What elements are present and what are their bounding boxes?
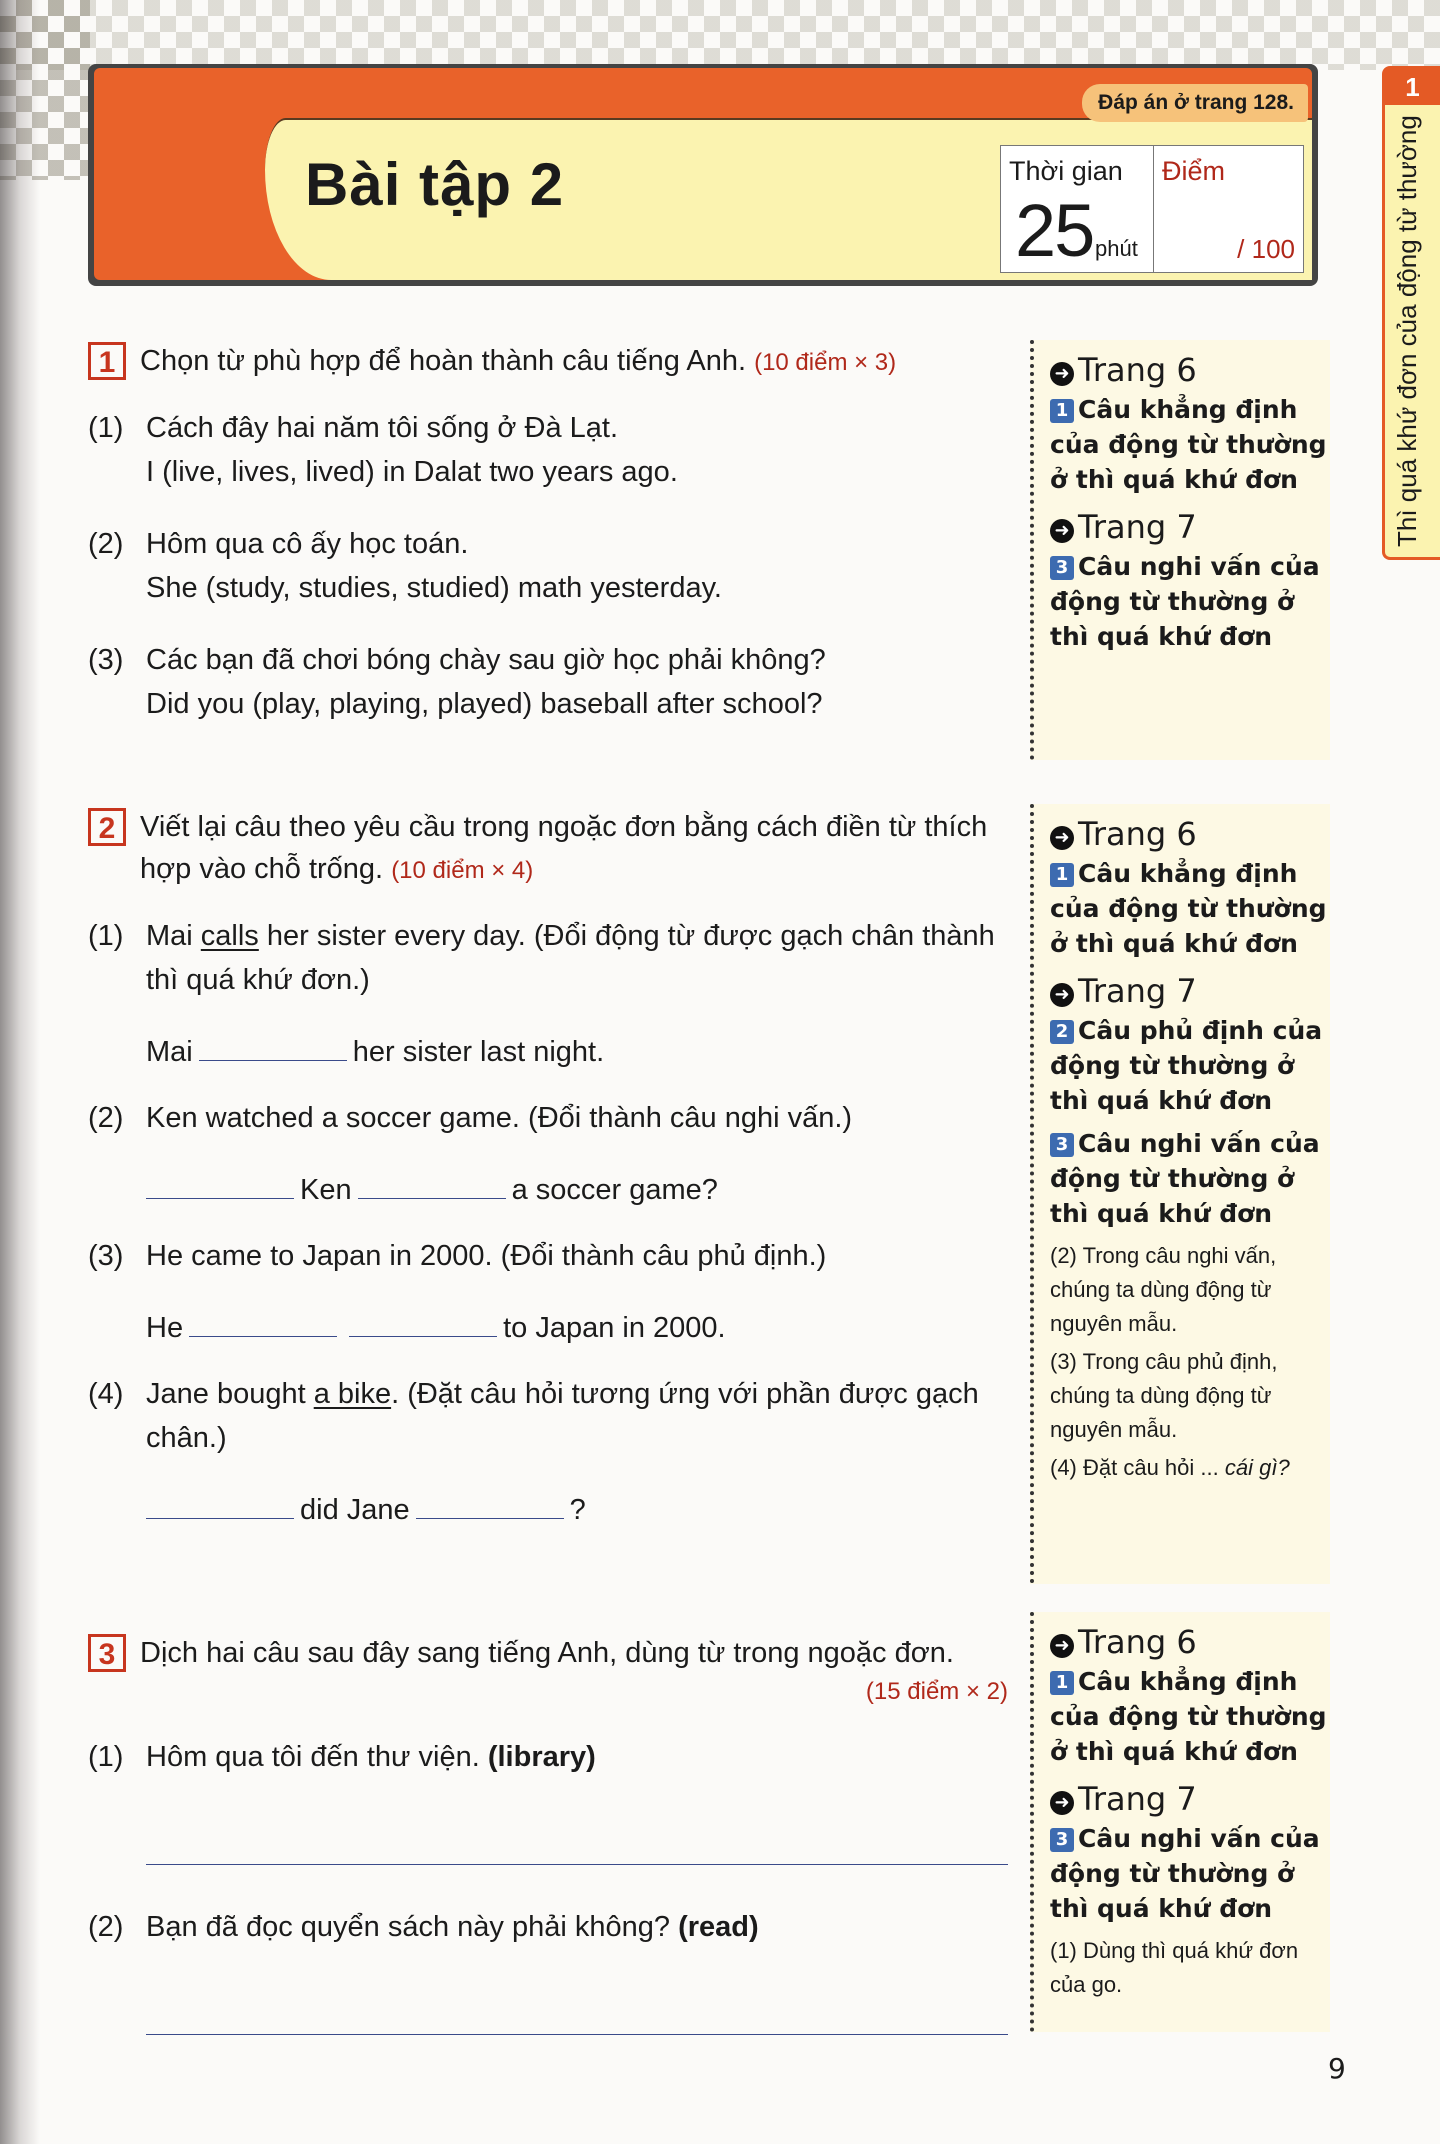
blank-input[interactable] [199, 1034, 347, 1061]
arrow-right-icon: ➜ [1050, 826, 1074, 850]
page-title: Bài tập 2 [305, 151, 565, 218]
question-vietnamese: Cách đây hai năm tôi sống ở Đà Lạt. [146, 412, 619, 444]
question-english-choices[interactable]: Did you (play, playing, played) baseball after school? [146, 688, 823, 720]
answer-writing-line[interactable] [146, 1863, 1008, 1865]
exercise-section-1 [88, 340, 1008, 726]
question-number: (3) [88, 644, 124, 676]
arrow-right-icon: ➜ [1050, 983, 1074, 1007]
arrow-right-icon: ➜ [1050, 362, 1074, 386]
hint-panel-1 [1030, 340, 1330, 760]
book-binding-shadow [0, 0, 40, 2144]
page-reference-link[interactable]: ➜ Trang 6 [1050, 1620, 1330, 1664]
question-vietnamese: Các bạn đã chơi bóng chày sau giờ học phải không? [146, 644, 826, 676]
blank-input[interactable] [349, 1310, 497, 1337]
chapter-number: 1 [1385, 69, 1440, 105]
time-label: Thời gian [1009, 156, 1123, 186]
answer-line: did Jane ? [146, 1488, 1008, 1532]
score-label: Điểm [1162, 156, 1226, 186]
hint-topic: 3 Câu nghi vấn của động từ thường ở thì quá khứ đơn [1050, 552, 1320, 651]
question-item [88, 638, 1008, 726]
score-total: / 100 [1237, 234, 1295, 264]
hint-note: (4) Đặt câu hỏi ... cái gì? [1050, 1455, 1290, 1480]
page-reference-link[interactable]: ➜ Trang 6 [1050, 812, 1330, 856]
question-english-choices[interactable]: I (live, lives, lived) in Dalat two years ago. [146, 456, 678, 488]
answer-line: Mai her sister last night. [146, 1036, 605, 1068]
question-number: (2) [88, 1911, 124, 1943]
topic-badge: 1 [1050, 1671, 1074, 1695]
blank-input[interactable] [416, 1492, 564, 1519]
hint-panel-2 [1030, 804, 1330, 1584]
time-cell [1001, 146, 1154, 272]
section-instruction: Dịch hai câu sau đây sang tiếng Anh, dùng từ trong ngoặc đơn. [140, 1637, 954, 1669]
hint-topic: 2 Câu phủ định của động từ thường ở thì quá khứ đơn [1050, 1016, 1323, 1115]
question-number: (1) [88, 920, 124, 952]
answer-writing-line[interactable] [146, 2033, 1008, 2035]
question-item [88, 1372, 1008, 1460]
page-reference-link[interactable]: ➜ Trang 7 [1050, 505, 1330, 549]
question-english-choices[interactable]: She (study, studies, studied) math yesterday. [146, 572, 722, 604]
section-points: (10 điểm × 3) [754, 349, 897, 376]
question-number: (2) [88, 528, 124, 560]
blank-input[interactable] [358, 1172, 506, 1199]
question-text: He came to Japan in 2000. (Đổi thành câu phủ định.) [146, 1240, 827, 1272]
exercise-section-2 [88, 806, 1008, 1532]
question-text: Jane bought a bike. (Đặt câu hỏi tương ứng với phần được gạch chân.) [146, 1378, 979, 1454]
question-item [88, 406, 1008, 494]
question-text: Hôm qua tôi đến thư viện. (library) [146, 1741, 596, 1773]
question-number: (2) [88, 1102, 124, 1134]
question-item [88, 1735, 1008, 1779]
topic-badge: 2 [1050, 1020, 1074, 1044]
question-item [88, 914, 1008, 1002]
hint-topic: 1 Câu khẳng định của động từ thường ở thì quá khứ đơn [1050, 395, 1327, 494]
question-text: Bạn đã đọc quyển sách này phải không? (read) [146, 1911, 759, 1943]
hint-topic: 1 Câu khẳng định của động từ thường ở thì quá khứ đơn [1050, 1667, 1327, 1766]
question-number: (3) [88, 1240, 124, 1272]
answer-line: Ken a soccer game? [146, 1168, 1008, 1212]
question-number: (4) [88, 1378, 124, 1410]
question-item [88, 1096, 1008, 1140]
time-value: 25 [1015, 189, 1094, 272]
hint-topic: 3 Câu nghi vấn của động từ thường ở thì quá khứ đơn [1050, 1129, 1320, 1228]
answer-reference: Đáp án ở trang 128. [1082, 84, 1308, 122]
section-instruction: Chọn từ phù hợp để hoàn thành câu tiếng Anh. (10 điểm × 3) [140, 345, 897, 377]
blank-input[interactable] [146, 1492, 294, 1519]
page-reference-link[interactable]: ➜ Trang 7 [1050, 969, 1330, 1013]
question-text: Ken watched a soccer game. (Đổi thành câu nghi vấn.) [146, 1102, 853, 1134]
section-heading [88, 340, 1008, 384]
topic-badge: 3 [1050, 1133, 1074, 1157]
section-number-badge: 1 [88, 342, 126, 380]
section-points: (10 điểm × 4) [391, 857, 534, 884]
section-points: (15 điểm × 2) [865, 1678, 1008, 1705]
question-item [88, 1905, 1008, 1949]
question-item [88, 522, 1008, 610]
arrow-right-icon: ➜ [1050, 519, 1074, 543]
hint-topic: 3 Câu nghi vấn của động từ thường ở thì quá khứ đơn [1050, 1824, 1320, 1923]
topic-badge: 1 [1050, 399, 1074, 423]
hint-panel-3 [1030, 1612, 1330, 2032]
chapter-tab [1382, 66, 1440, 560]
topic-badge: 1 [1050, 863, 1074, 887]
exercise-section-3 [88, 1632, 1008, 2035]
hint-note: (3) Trong câu phủ định, chúng ta dùng động từ nguyên mẫu. [1050, 1349, 1278, 1442]
section-heading [88, 806, 1008, 892]
topic-badge: 3 [1050, 1828, 1074, 1852]
topic-badge: 3 [1050, 556, 1074, 580]
hint-note: (1) Dùng thì quá khứ đơn của go. [1050, 1938, 1299, 1997]
page-background-pattern [0, 0, 1440, 70]
time-unit: phút [1095, 236, 1138, 261]
hint-note: (2) Trong câu nghi vấn, chúng ta dùng động từ nguyên mẫu. [1050, 1243, 1277, 1336]
question-text: Mai calls her sister every day. (Đổi động từ được gạch chân thành thì quá khứ đơn.) [146, 920, 995, 996]
question-number: (1) [88, 1741, 124, 1773]
question-vietnamese: Hôm qua cô ấy học toán. [146, 528, 469, 560]
page-reference-link[interactable]: ➜ Trang 7 [1050, 1777, 1330, 1821]
page-reference-link[interactable]: ➜ Trang 6 [1050, 348, 1330, 392]
question-item [88, 1234, 1008, 1278]
hint-topic: 1 Câu khẳng định của động từ thường ở thì quá khứ đơn [1050, 859, 1327, 958]
section-instruction: Viết lại câu theo yêu cầu trong ngoặc đơn bằng cách điền từ thích hợp vào chỗ trống. (10 điểm × 4) [140, 811, 988, 885]
section-number-badge: 3 [88, 1634, 126, 1672]
section-heading [88, 1632, 1008, 1674]
blank-input[interactable] [146, 1172, 294, 1199]
arrow-right-icon: ➜ [1050, 1791, 1074, 1815]
blank-input[interactable] [189, 1310, 337, 1337]
question-number: (1) [88, 412, 124, 444]
time-score-box [1000, 145, 1304, 273]
page-number: 9 [1328, 2052, 1346, 2085]
section-number-badge: 2 [88, 808, 126, 846]
chapter-title: Thì quá khứ đơn của động từ thường [1392, 115, 1422, 547]
answer-line: He to Japan in 2000. [146, 1312, 726, 1344]
score-cell[interactable] [1154, 146, 1303, 272]
arrow-right-icon: ➜ [1050, 1634, 1074, 1658]
